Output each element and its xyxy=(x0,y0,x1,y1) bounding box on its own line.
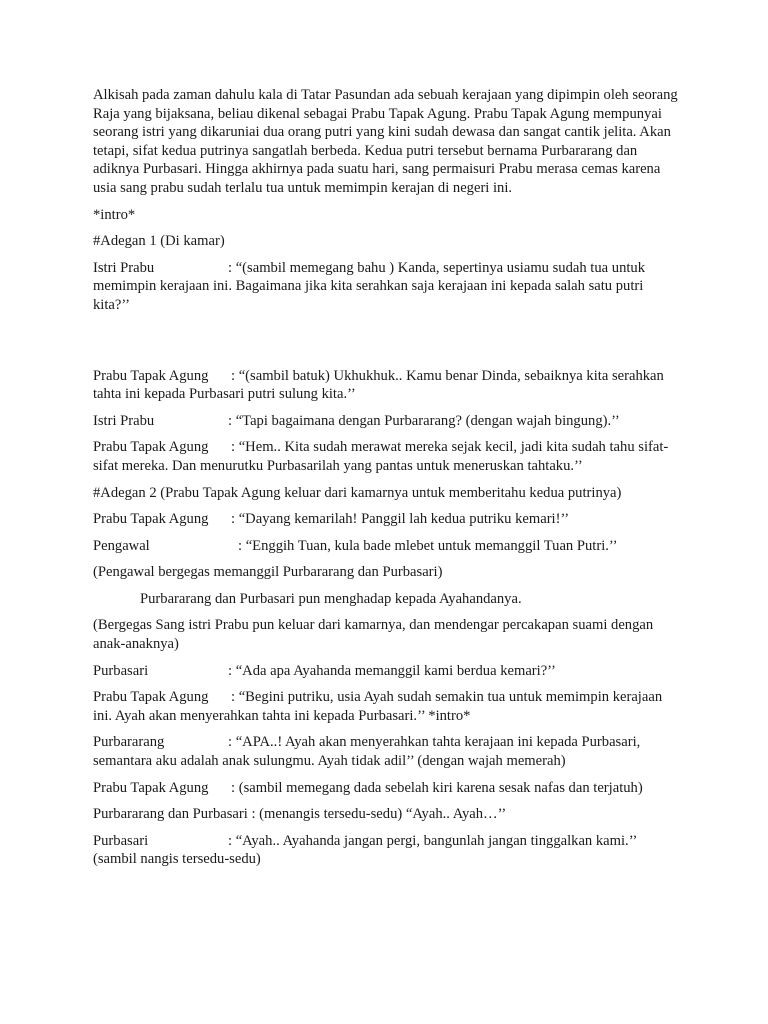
dialogue-line xyxy=(93,537,683,556)
speaker-name: Prabu Tapak Agung xyxy=(93,367,209,384)
dialogue-line xyxy=(93,688,683,725)
dialogue-text: : “Begini putriku, usia Ayah sudah semakin tua untuk memimpin kerajaan ini. Ayah akan menyerahkan tahta ini kepada Purbasari.’’ *intro* xyxy=(93,689,663,724)
dialogue-line xyxy=(93,412,683,431)
dialogue-text: : “APA..! Ayah akan menyerahkan tahta kerajaan ini kepada Purbasari, semantara aku adalah anak sulungmu. Ayah tidak adil’’ (dengan wajah memerah) xyxy=(93,734,641,770)
speaker-name: Purbararang xyxy=(93,734,165,751)
speaker-name: Purbasari xyxy=(93,832,149,849)
document-body xyxy=(93,86,683,877)
stage-direction: (Bergegas Sang istri Prabu pun keluar dari kamarnya, dan mendengar percakapan suami dengan anak-anaknya) xyxy=(93,617,654,653)
speaker-name: Prabu Tapak Agung xyxy=(93,439,209,456)
dialogue-line xyxy=(93,438,683,475)
dialogue-line xyxy=(93,733,683,770)
dialogue-line xyxy=(93,510,683,529)
dialogue-line xyxy=(93,259,683,315)
scene-1-heading: #Adegan 1 (Di kamar) xyxy=(93,233,225,250)
dialogue-text: : “(sambil batuk) Ukhukhuk.. Kamu benar Dinda, sebaiknya kita serahkan tahta ini kepada Purbasari putri sulung kita.’’ xyxy=(93,367,664,403)
dialogue-text: : “Tapi bagaimana dengan Purbararang? (dengan wajah bingung).’’ xyxy=(228,412,620,429)
dialogue-text: : “Ayah.. Ayahanda jangan pergi, bangunlah jangan tinggalkan kami.’’ (sambil nangis tersedu-sedu) xyxy=(93,832,637,868)
dialogue-text: : “Dayang kemarilah! Panggil lah kedua putriku kemari!’’ xyxy=(231,511,570,528)
speaker-name: Prabu Tapak Agung xyxy=(93,511,209,528)
speaker-name: Istri Prabu xyxy=(93,259,155,276)
dialogue-line xyxy=(93,832,683,869)
speaker-name: Pengawal xyxy=(93,537,150,554)
speaker-name: Purbasari xyxy=(93,662,149,679)
dialogue-text: : “Hem.. Kita sudah merawat mereka sejak kecil, jadi kita sudah tahu sifat-sifat mereka. Dan menurutku Purbasarilah yang pantas untuk meneruskan tahtaku.’’ xyxy=(93,439,669,474)
speaker-name: Prabu Tapak Agung xyxy=(93,779,209,796)
dialogue-text: : “Ada apa Ayahanda memanggil kami berdua kemari?’’ xyxy=(228,662,556,679)
blank-space xyxy=(93,323,683,367)
dialogue-line xyxy=(93,805,683,824)
scene-2-heading: #Adegan 2 (Prabu Tapak Agung keluar dari kamarnya untuk memberitahu kedua putrinya) xyxy=(93,484,622,501)
dialogue-line xyxy=(93,367,683,404)
dialogue-text: : “(sambil memegang bahu ) Kanda, sepertinya usiamu sudah tua untuk memimpin kerajaan ini. Bagaimana jika kita serahkan saja kerajaan ini kepada salah satu putri kita?’’ xyxy=(93,259,646,313)
speaker-name: Purbararang dan Purbasari xyxy=(93,806,248,823)
dialogue-text: : (menangis tersedu-sedu) “Ayah.. Ayah…’’ xyxy=(251,806,507,823)
speaker-name: Istri Prabu xyxy=(93,412,155,429)
stage-direction: Purbararang dan Purbasari pun menghadap kepada Ayahandanya. xyxy=(140,590,522,607)
intro-marker: *intro* xyxy=(93,206,136,223)
dialogue-line xyxy=(93,779,683,798)
speaker-name: Prabu Tapak Agung xyxy=(93,689,209,706)
stage-direction: (Pengawal bergegas memanggil Purbararang dan Purbasari) xyxy=(93,564,443,581)
dialogue-text: : “Enggih Tuan, kula bade mlebet untuk memanggil Tuan Putri.’’ xyxy=(238,537,618,554)
intro-paragraph: Alkisah pada zaman dahulu kala di Tatar Pasundan ada sebuah kerajaan yang dipimpin oleh seorang Raja yang bijaksana, beliau dikenal sebagai Prabu Tapak Agung. Prabu Tapak Agung mempunyai seorang istri yang dikaruniai dua orang putri yang kini sudah dewasa dan sangat cantik jelita. Akan tetapi, sifat kedua putrinya sangatlah berbeda. Kedua putri tersebut bernama Purbararang dan adiknya Purbasari. Hingga akhirnya pada suatu hari, sang permaisuri Prabu merasa cemas karena usia sang prabu sudah terlalu tua untuk memimpin kerajan di negeri ini. xyxy=(93,87,678,196)
dialogue-text: : (sambil memegang dada sebelah kiri karena sesak nafas dan terjatuh) xyxy=(231,779,643,796)
dialogue-line xyxy=(93,662,683,681)
